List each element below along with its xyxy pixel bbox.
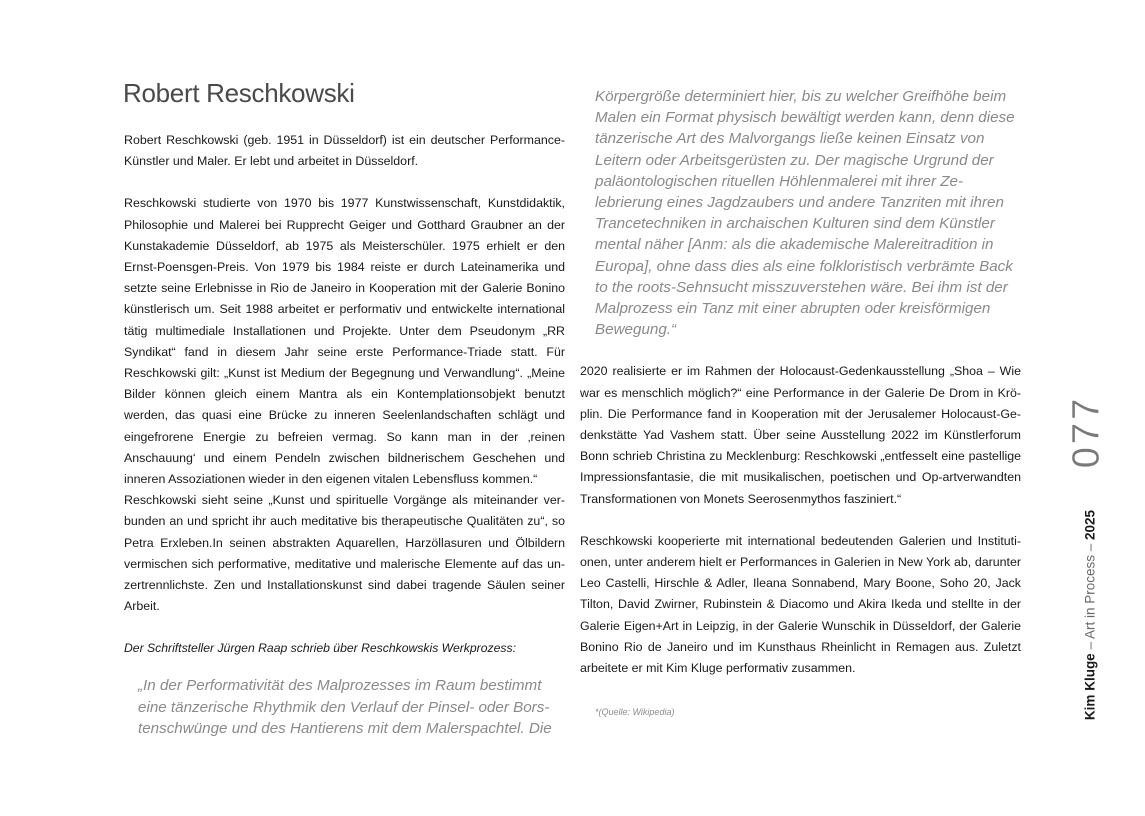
footer-author: Kim Kluge — [1082, 653, 1098, 721]
footer-separator-2: – — [1082, 539, 1098, 555]
page-title: Robert Reschkowski — [123, 78, 355, 108]
source-note: *(Quelle: Wikipedia) — [595, 707, 675, 718]
footer-separator: – — [1082, 639, 1098, 654]
galleries-paragraph: Reschkowski kooperierte mit international bedeutenden Galerien und Institutionen, unter anderem hielt er Performances in Galerien in New York ab, darunter Leo Castelli, Hirschle & Adler, Ileana Sonnabend, Mary Boone, Soho 20, Jack Tilton, David Zwirner, Rubinstein & Diacomo und Akira Ikeda und stellte in der Galerie Eigen+Art in Leipzig, in der Galerie Wunschik in Düsseldorf, der Galerie Bonino Rio de Janeiro und im Kunsthaus Rheinlicht in Remagen aus. Zuletzt arbeitete er mit Kim Kluge performativ zusammen. — [580, 533, 1021, 676]
footer-year: 2025 — [1082, 509, 1098, 540]
biography-paragraph: Reschkowski studierte von 1970 bis 1977 Kunstwissenschaft, Kunstdidaktik, Philosophie und Malerei bei Rupprecht Geiger und Gotthard Graubner an der Kunstakademie Düsseldorf, ab 1975 als Meisterschüler. 1975 erhielt er den Ernst-Poensgen-Preis. Von 1979 bis 1984 reiste er durch Lateinamerika und setzte seine Erlebnisse in Rio de Janeiro in Kooperation mit der Galerie Bonino künstlerisch um. Seit 1988 arbeitet er performativ und entwickelte international tätig multimediale Installationen und Projekte. Unter dem Pseudonym „RR Syndikat“ fand in diesem Jahr seine erste Performance-Triade statt. Für Reschkowski gilt: „Kunst ist Medium der Begegnung und Verwandlung“. „Meine Bilder können gleich einem Mantra als ein Kontemplationsobjekt benutzt werden, das quasi eine Brücke zu inneren Seelenlandschaften schlägt und eingefrorene Energie zu befreien vermag. So kann man in der ‚reinen Anschauung‘ und einem Pendeln zwischen bildnerischem Geschehen und inneren Assoziationen wieder in den eigenen vitalen Lebensfluss kommen.“ — [124, 196, 565, 487]
quote-continued: Körpergröße determiniert hier, bis zu welcher Greifhöhe beim Malen ein Format physisch bewältigt werden kann, denn diese tänzerische Art des Malvorgangs ließe keinen Einsatz von Leitern oder Arbeitsgerüsten zu. Der magische Urgrund der paläontologischen rituellen Höhlenmalerei mit ihrer Zelebrierung eines Jagdzaubers und andere Tanzriten mit ihren Trancetechniken in archaischen Kulturen sind dem Künstler mental näher [Anm: als die akademische Malereitradition in Europa], ohne dass dies als eine folkloristisch verbrämte Back to the roots-Sehnsucht misszuverstehen wäre. Bei ihm ist der Malprozess ein Tanz mit einer abrupten oder kreisförmigen Bewegung.“ — [595, 88, 1015, 339]
left-column — [124, 130, 565, 739]
quote-intro: Der Schriftsteller Jürgen Raap schrieb über Reschkowskis Werkprozess: — [124, 641, 516, 656]
quote-start: „In der Performativität des Malprozesses im Raum bestimmt eine tänzerische Rhythmik den Verlauf der Pinsel- oder Borstenschwünge und des Hantierens mit dem Malerspachtel. Die — [138, 677, 552, 737]
right-column — [580, 86, 1021, 717]
spiritual-paragraph: Reschkowski sieht seine „Kunst und spirituelle Vorgänge als miteinander verbunden an und spricht ihr auch meditative bis therapeutische Qualitäten zu“, so Petra Erxleben.In seinen abstrakten Aquarellen, Harzöllasuren und Ölbildern vermischen sich performative, meditative und malerische Elemente auf das unzertrennlichste. Zen und Installationskunst sind dabei tragende Säulen seiner Arbeit. — [124, 493, 565, 614]
holocaust-paragraph: 2020 realisierte er im Rahmen der Holocaust-Gedenkausstellung „Shoa – Wie war es menschlich möglich?“ eine Performance in der Galerie De Drom in Kröplin. Die Performance fand in Kooperation mit der Jerusalemer Holocaust-Gedenkstätte Yad Vashem statt. Über seine Ausstellung 2022 im Künstlerforum Bonn schrieb Christina zu Mecklenburg: Reschkowski „entfesselt eine pastellige Impressionsfantasie, die mit musikalischen, poetischen und Op-artverwandten Transformationen von Monets Seerosenmythos fasziniert.“ — [580, 364, 1021, 506]
footer-series: Art in Process — [1082, 555, 1098, 640]
intro-paragraph: Robert Reschkowski (geb. 1951 in Düsseldorf) ist ein deutscher Performance-Künstler und Maler. Er lebt und arbeitet in Düsseldorf. — [124, 133, 565, 169]
page-number — [1062, 395, 1112, 469]
page-number-text: 077 — [1065, 395, 1108, 469]
